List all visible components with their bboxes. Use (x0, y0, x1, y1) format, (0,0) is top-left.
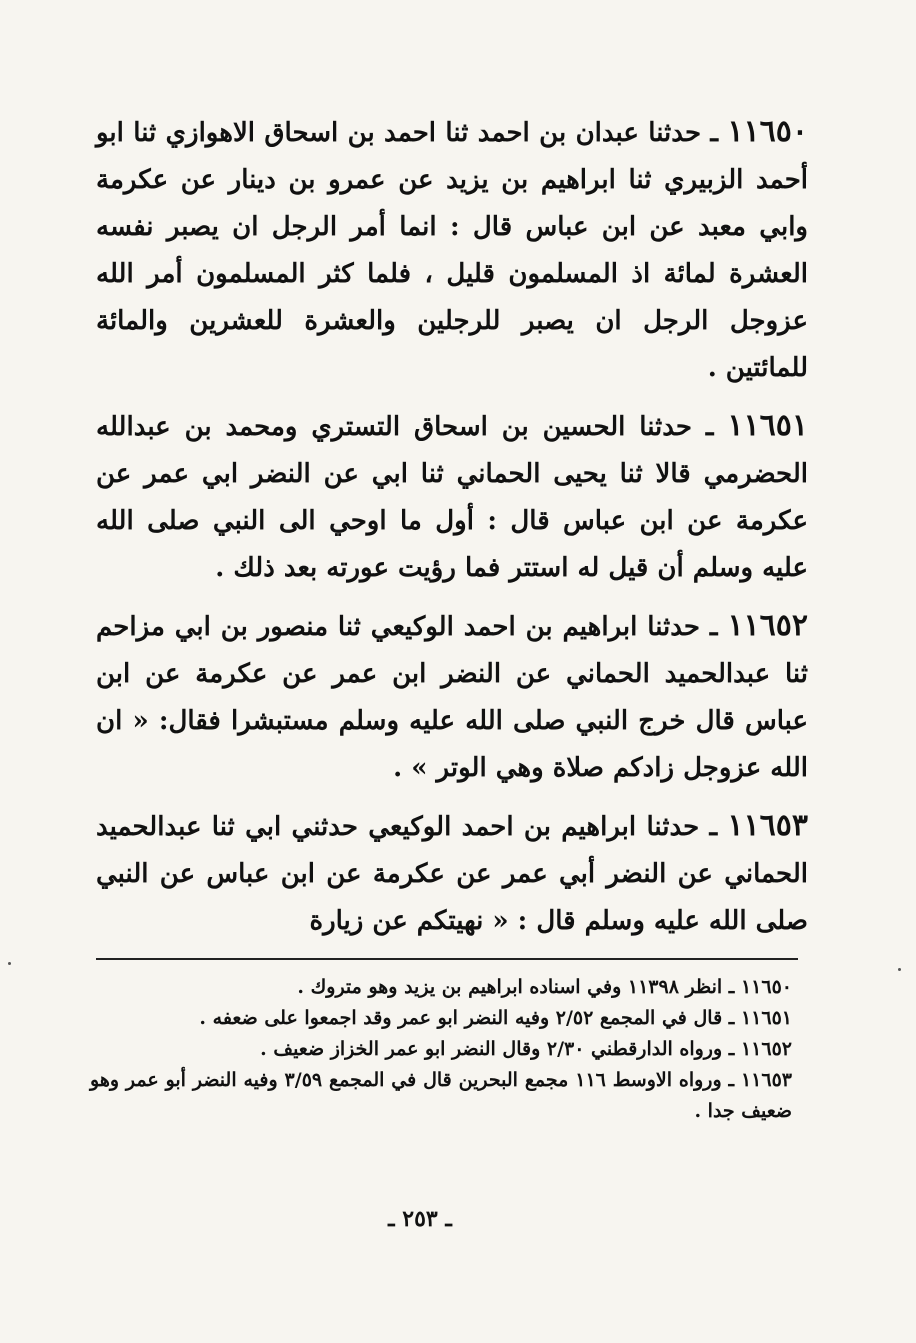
hadith-11651 (96, 402, 808, 592)
hadith-text: ـ حدثنا ابراهيم بن احمد الوكيعي حدثني ابي ثنا عبدالحميد الحماني عن النضر أبي عمر عن عكرمة عن ابن عباس عن النبي صلى الله عليه وسلم قال : « نهيتكم عن زيارة (96, 812, 808, 936)
hadith-text: ـ حدثنا ابراهيم بن احمد الوكيعي ثنا منصور بن ابي مزاحم ثنا عبدالحميد الحماني عن النضر ابن عمر عن عكرمة عن ابن عباس قال خرج النبي صلى الله عليه وسلم مستبشرا فقال: « ان الله عزوجل زادكم صلاة وهي الوتر » . (96, 612, 808, 783)
hadith-text: ـ حدثنا الحسين بن اسحاق التستري ومحمد بن عبدالله الحضرمي قالا ثنا يحيى الحماني ثنا ابي عن النضر ابي عمر عن عكرمة عن ابن عباس قال : أول ما اوحي الى النبي صلى الله عليه وسلم أن قيل له استتر فما رؤيت عورته بعد ذلك . (96, 412, 808, 583)
footnote-divider (96, 958, 798, 960)
scan-speck (898, 968, 901, 971)
hadith-number: ١١٦٥١ (727, 408, 808, 443)
hadith-number: ١١٦٥٢ (727, 608, 809, 643)
hadith-11652 (96, 602, 808, 792)
footnote-11653: ١١٦٥٣ ـ ورواه الاوسط ١١٦ مجمع البحرين قال في المجمع ٣/٥٩ وفيه النضر أبو عمر وهو ضعيف جدا . (90, 1069, 792, 1122)
footnote-11650: ١١٦٥٠ ـ انظر ١١٣٩٨ وفي اسناده ابراهيم بن يزيد وهو متروك . (297, 976, 792, 998)
page-number: ـ ٢٥٣ ـ (388, 1206, 452, 1232)
footnote-11651: ١١٦٥١ ـ قال في المجمع ٢/٥٢ وفيه النضر ابو عمر وقد اجمعوا على ضعفه . (199, 1007, 792, 1029)
footnote-11652: ١١٦٥٢ ـ ورواه الدارقطني ٢/٣٠ وقال النضر ابو عمر الخزاز ضعيف . (260, 1038, 792, 1060)
hadith-number: ١١٦٥٠ (727, 114, 808, 149)
hadith-11653 (96, 802, 808, 945)
scan-speck (8, 962, 11, 965)
footnotes (90, 972, 792, 1127)
hadith-text: ـ حدثنا عبدان بن احمد ثنا احمد بن اسحاق الاهوازي ثنا ابو أحمد الزبيري ثنا ابراهيم بن يزيد عن عمرو بن دينار عن عكرمة وابي معبد عن ابن عباس قال : انما أمر الرجل ان يصبر نفسه العشرة لمائة اذ المسلمون قليل ، فلما كثر المسلمون أمر الله عزوجل الرجل ان يصبر للرجلين والعشرة للعشرين والمائة للمائتين . (96, 118, 808, 383)
main-text (96, 108, 808, 955)
hadith-11650 (96, 108, 808, 392)
hadith-number: ١١٦٥٣ (727, 808, 808, 843)
